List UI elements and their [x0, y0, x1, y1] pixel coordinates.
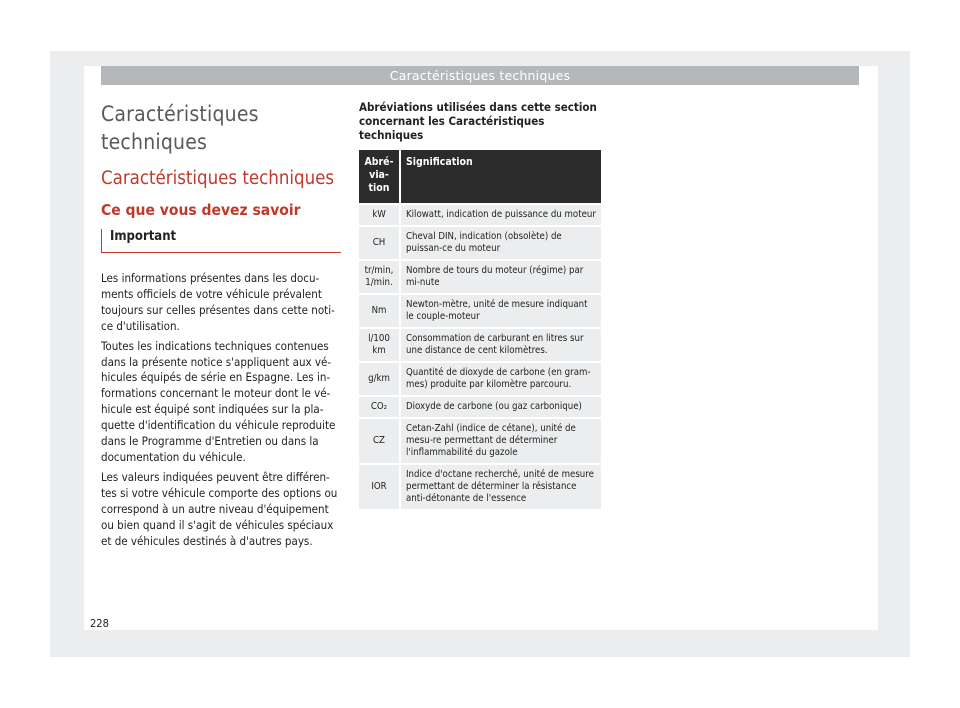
column-header-meaning: Signification — [401, 150, 601, 203]
abbreviation-cell: IOR — [359, 465, 401, 509]
table-row — [359, 295, 601, 327]
abbreviation-cell: CZ — [359, 419, 401, 463]
right-column — [359, 100, 601, 511]
meaning-cell: Newton-mètre, unité de mesure indiquant le couple-moteur — [401, 295, 601, 327]
chapter-title: Caractéristiques techniques — [101, 102, 259, 154]
abbreviation-cell: tr/min, 1/min. — [359, 261, 401, 293]
running-header: Caractéristiques techniques — [101, 66, 859, 85]
meaning-cell: Cetan-Zahl (indice de cétane), unité de mesu-re permettant de déterminer l'inflammabilité du gazole — [401, 419, 601, 463]
paragraph: Toutes les indications techniques contenues dans la présente notice s'appliquent aux vé-hicules équipés de série en Espagne. Les in-formations concernant le moteur dont le vé-hicule est équipé sont indiquées sur la pla-quette d'identification du véhicule reproduite dans le Programme d'Entretien ou dans la documentation du véhicule. — [101, 338, 336, 464]
table-caption: Abréviations utilisées dans cette section concernant les Caractéristiques techniques — [359, 100, 597, 142]
table-row — [359, 227, 601, 259]
table-row — [359, 397, 601, 417]
meaning-cell: Nombre de tours du moteur (régime) par mi-nute — [401, 261, 601, 293]
abbreviation-cell: l/100 km — [359, 329, 401, 361]
paragraph: Les informations présentes dans les docu-ments officiels de votre véhicule prévalent toujours sur celles présentes dans cette noti-ce d'utilisation. — [101, 271, 335, 333]
important-rule-vertical — [101, 229, 102, 253]
table-header-row — [359, 150, 601, 203]
table-row — [359, 205, 601, 225]
abbreviation-cell: CH — [359, 227, 401, 259]
table-row — [359, 465, 601, 509]
paragraph: Les valeurs indiquées peuvent être différen-tes si votre véhicule comporte des options ou correspond à un autre niveau d'équipement ou bien quand il s'agit de véhicules spéciaux et de véhicules destinés à d'autres pays. — [101, 469, 338, 548]
important-box — [101, 229, 341, 253]
page-number: 228 — [90, 617, 109, 630]
subsection-title: Ce que vous devez savoir — [101, 201, 301, 219]
abbreviation-cell: g/km — [359, 363, 401, 395]
section-title: Caractéristiques techniques — [101, 168, 335, 189]
abbreviations-table — [359, 148, 601, 511]
meaning-cell: Dioxyde de carbone (ou gaz carbonique) — [401, 397, 601, 417]
meaning-cell: Quantité de dioxyde de carbone (en gram-mes) produite par kilomètre parcouru. — [401, 363, 601, 395]
table-row — [359, 329, 601, 361]
table-row — [359, 363, 601, 395]
meaning-cell: Kilowatt, indication de puissance du moteur — [401, 205, 601, 225]
left-column — [101, 100, 341, 553]
abbreviation-cell: Nm — [359, 295, 401, 327]
table-row — [359, 261, 601, 293]
abbreviation-cell: kW — [359, 205, 401, 225]
body-text — [101, 271, 343, 549]
column-header-abbreviation: Abré-via-tion — [359, 150, 401, 203]
important-rule-horizontal — [101, 252, 341, 253]
meaning-cell: Consommation de carburant en litres sur une distance de cent kilomètres. — [401, 329, 601, 361]
meaning-cell: Indice d'octane recherché, unité de mesure permettant de déterminer la résistance anti-détonante de l'essence — [401, 465, 601, 509]
important-label: Important — [110, 229, 177, 244]
table-row — [359, 419, 601, 463]
abbreviation-cell: CO₂ — [359, 397, 401, 417]
meaning-cell: Cheval DIN, indication (obsolète) de puissan-ce du moteur — [401, 227, 601, 259]
